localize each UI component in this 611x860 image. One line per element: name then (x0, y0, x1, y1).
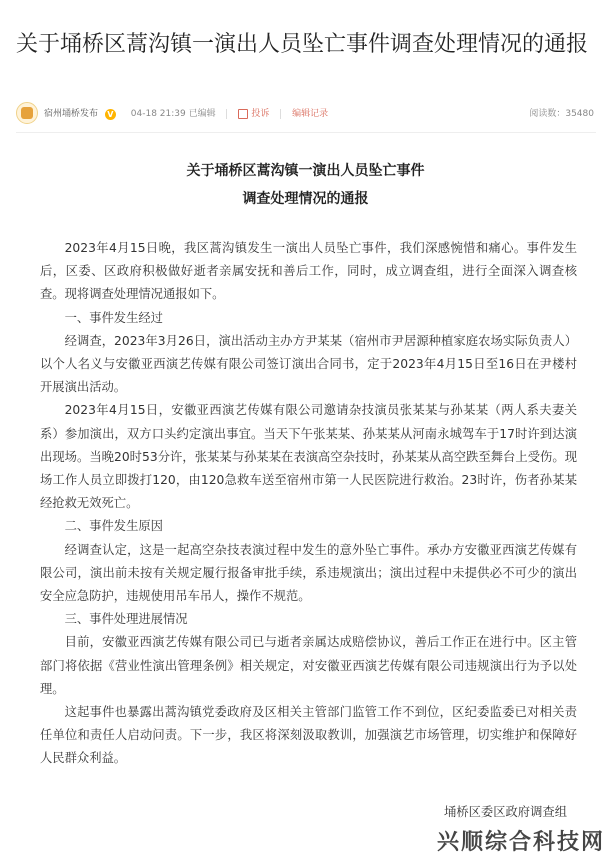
paragraph: 经调查认定，这是一起高空杂技表演过程中发生的意外坠亡事件。承办方安徽亚西演艺传媒有限公司，演出前未按有关规定履行报备审批手续，系违规演出；演出过程中未提供必不可少的演出安全应急防护，违规使用吊车吊人，操作不规范。 (40, 542, 577, 604)
header-divider (16, 132, 596, 133)
section-heading-2: 二、事件发生原因 (64, 519, 163, 534)
paragraph-intro: 2023年4月15日晚，我区蒿沟镇发生一演出人员坠亡事件，我们深感惋惜和痛心。事件发生后，区委、区政府积极做好逝者亲属安抚和善后工作，同时，成立调查组，进行全面深入调查核查。现将调查处理情况通报如下。 (40, 241, 577, 302)
report-link[interactable] (238, 106, 269, 123)
document-signoff: 埇桥区委区政府调查组 (444, 805, 567, 819)
article-meta (44, 106, 594, 122)
article-title: 关于埇桥区蒿沟镇一演出人员坠亡事件调查处理情况的通报 (16, 32, 589, 57)
section-heading-3: 三、事件处理进展情况 (64, 612, 188, 627)
report-icon (238, 109, 248, 119)
site-watermark: 兴顺综合科技网 (436, 830, 605, 855)
paragraph: 这起事件也暴露出蒿沟镇党委政府及区相关主管部门监管工作不到位，区纪委监委已对相关责任单位和责任人启动问责。下一步，我区将深刻汲取教训，加强演艺市场管理，切实维护和保障好人民群众利益。 (40, 705, 577, 766)
edit-history-link[interactable]: 编辑记录 (292, 109, 329, 120)
paragraph: 2023年4月15日，安徽亚西演艺传媒有限公司邀请杂技演员张某某与孙某某（两人系夫妻关系）参加演出，双方口头约定演出事宜。当天下午张某某、孙某某从河南永城驾车于17时许到达演出现场。当晚20时53分许，张某某与孙某某在表演高空杂技时，孙某某从高空跌至舞台上受伤。现场工作人员立即拨打120，由120急救车送至宿州市第一人民医院进行救治。23时许，伤者孙某某经抢救无效死亡。 (40, 403, 577, 511)
paragraph: 经调查，2023年3月26日，演出活动主办方尹某某（宿州市尹居源种植家庭农场实际负责人）以个人名义与安徽亚西演艺传媒有限公司签订演出合同书，定于2023年4月15日至16日在尹楼村开展演出活动。 (40, 333, 577, 395)
read-count: 阅读数：35480 (529, 109, 594, 119)
paragraph: 目前，安徽亚西演艺传媒有限公司已与逝者亲属达成赔偿协议，善后工作正在进行中。区主管部门将依据《营业性演出管理条例》相关规定，对安徽亚西演艺传媒有限公司违规演出行为予以处理。 (40, 635, 577, 696)
source-account-link[interactable]: 宿州埇桥发布 (44, 109, 99, 120)
document-body (40, 237, 577, 771)
document-heading-line2: 调查处理情况的通报 (242, 191, 369, 207)
account-logo-icon (21, 107, 33, 119)
account-avatar[interactable] (16, 102, 38, 124)
verified-v-icon: V (105, 109, 116, 120)
report-label: 投诉 (251, 109, 270, 119)
section-heading-1: 一、事件发生经过 (64, 310, 163, 325)
publish-time: 04-18 21:39 已编辑 (130, 109, 216, 120)
meta-divider (226, 109, 227, 119)
meta-divider (280, 109, 281, 119)
document-heading-line1: 关于埇桥区蒿沟镇一演出人员坠亡事件 (186, 163, 425, 179)
